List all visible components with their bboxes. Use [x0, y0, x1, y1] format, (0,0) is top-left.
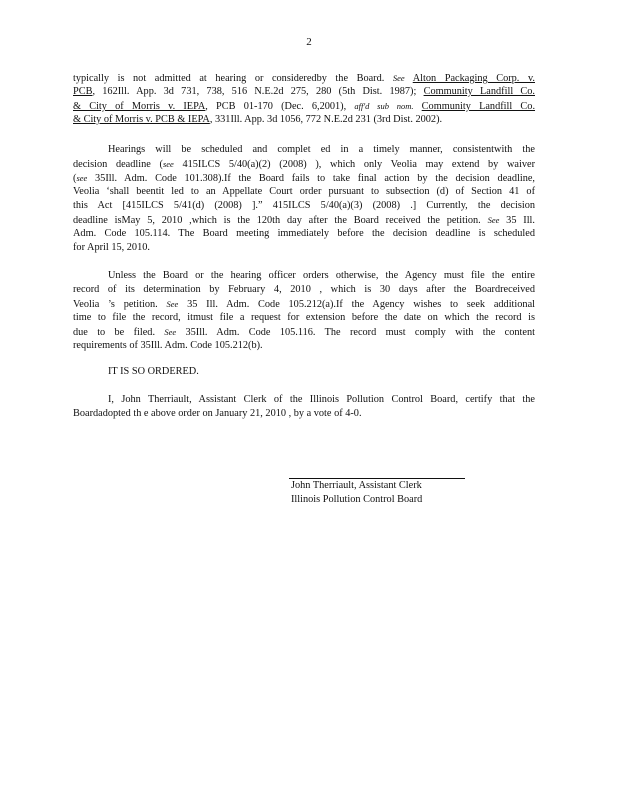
paragraph-1-line-2 — [73, 85, 535, 99]
case-citation: & City of Morris v. IEPA — [73, 101, 206, 112]
text: deadline isMay 5, 2010 ,which is the 120th day after the Board received the petition. — [73, 215, 481, 226]
text: due to be filed. — [73, 327, 156, 338]
text: , 331Ill. App. 3d 1056, 772 N.E.2d 231 (3rd Dist. 2002). — [209, 114, 443, 125]
paragraph-3-line-2: record of its determination by February 4, 2010 , which is 30 days after the Boardreceived — [73, 284, 535, 295]
certification-line-1: I, John Therriault, Assistant Clerk of the Illinois Pollution Control Board, certify that the — [108, 394, 535, 405]
text: typically is not admitted at hearing or consideredby the Board. — [73, 73, 385, 84]
paragraph-3-line-3 — [73, 297, 535, 312]
text: 35 Ill. Adm. Code 105.212(a).If the Agency wishes to seek additional — [187, 299, 536, 310]
see-signal: See — [487, 215, 500, 225]
text: 35Ill. Adm. Code 105.116. The record must comply with the content — [185, 327, 535, 338]
paragraph-3-line-1: Unless the Board or the hearing officer orders otherwise, the Agency must file the entire — [108, 270, 535, 281]
text: decision deadline ( — [73, 159, 163, 170]
paragraph-2-line-3 — [73, 171, 535, 186]
paragraph-2-line-7: Adm. Code 105.114. The Board meeting immediately before the decision deadline is scheduled — [73, 228, 535, 239]
affd-signal: aff'd sub nom. — [354, 101, 414, 111]
paragraph-2-line-8: for April 15, 2010. — [73, 242, 150, 253]
see-signal: see — [162, 159, 174, 169]
case-citation: & City of Morris v. PCB & IEPA — [73, 114, 210, 125]
signature-organization: Illinois Pollution Control Board — [291, 494, 423, 505]
certification-line-2: Boardadopted th e above order on January 21, 2010 , by a vote of 4-0. — [73, 408, 362, 419]
case-citation: Alton Packaging Corp. v. — [412, 73, 535, 84]
paragraph-1-line-4 — [73, 113, 535, 127]
paragraph-3-line-5 — [73, 325, 535, 340]
paragraph-3-line-4: time to file the record, itmust file a request for extension before the date on which the record is — [73, 312, 535, 323]
paragraph-2-line-2 — [73, 157, 535, 172]
page-number: 2 — [306, 36, 312, 48]
paragraph-3-line-6: requirements of 35Ill. Adm. Code 105.212(b). — [73, 340, 263, 351]
see-signal: See — [164, 327, 177, 337]
case-citation: PCB — [73, 86, 93, 97]
see-signal: see — [76, 173, 88, 183]
paragraph-1-line-1 — [73, 71, 535, 86]
text: Veolia ’s petition. — [73, 299, 158, 310]
see-signal: See — [392, 73, 405, 83]
paragraph-2-line-5: this Act [415ILCS 5/41(d) (2008) ].” 415ILCS 5/40(a)(3) (2008) .] Currently, the decision — [73, 200, 535, 211]
text: 35Ill. Adm. Code 101.308).If the Board fails to take final action by the decision deadline, — [95, 173, 535, 184]
text: 415ILCS 5/40(a)(2) (2008) ), which only Veolia may extend by waiver — [182, 159, 535, 170]
paragraph-1-line-3 — [73, 99, 535, 114]
text: 35 Ill. — [506, 215, 535, 226]
case-citation: Community Landfill Co. — [421, 101, 536, 112]
paragraph-2-line-6 — [73, 213, 535, 228]
case-citation: Community Landfill Co. — [423, 86, 535, 97]
it-is-so-ordered: IT IS SO ORDERED. — [108, 366, 199, 377]
text: ( — [73, 173, 77, 184]
signature-name: John Therriault, Assistant Clerk — [291, 480, 422, 491]
paragraph-2-line-1: Hearings will be scheduled and complet ed in a timely manner, consistentwith the — [108, 144, 535, 155]
text: , PCB 01-170 (Dec. 6,2001), — [205, 101, 347, 112]
paragraph-2-line-4: Veolia ‘shall beentit led to an Appellate Court order pursuant to subsection (d) of Section 41 of — [73, 186, 535, 197]
text: , 162Ill. App. 3d 731, 738, 516 N.E.2d 275, 280 (5th Dist. 1987); — [92, 86, 417, 97]
see-signal: See — [166, 299, 179, 309]
